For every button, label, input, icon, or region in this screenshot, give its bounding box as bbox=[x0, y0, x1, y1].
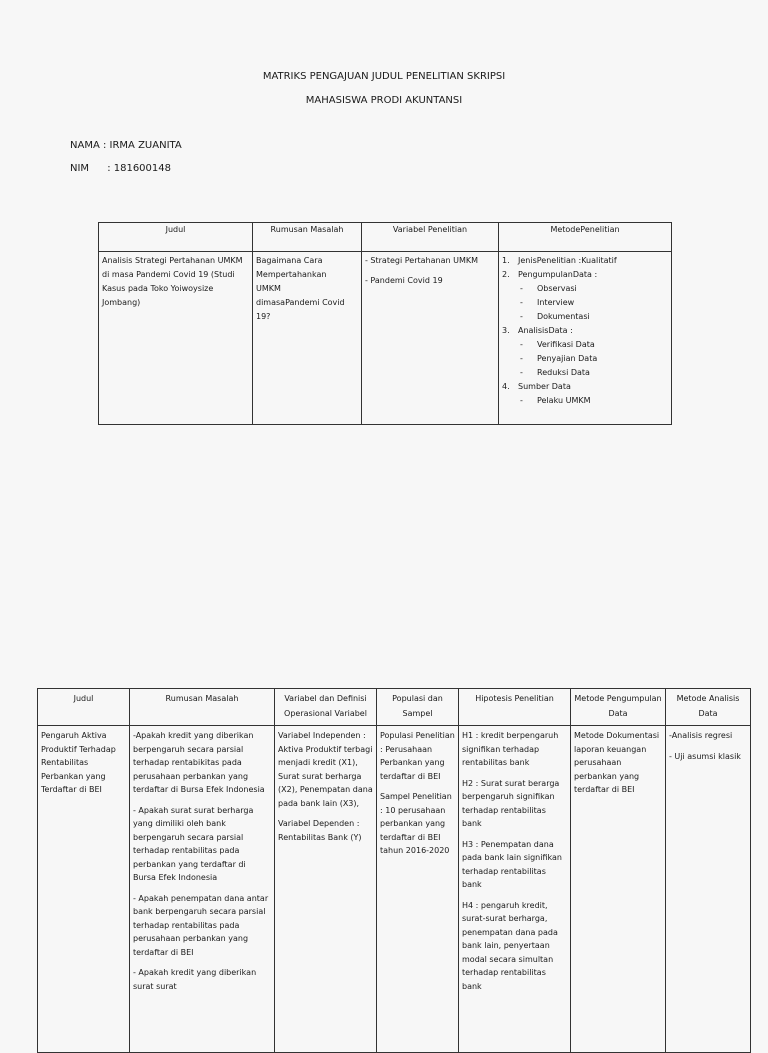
dash-bullet: - bbox=[520, 298, 523, 307]
col-header-variabel: Variabel Penelitian bbox=[362, 223, 499, 252]
metode-list bbox=[502, 254, 668, 408]
dash-bullet: - bbox=[520, 312, 523, 321]
col-header-judul: Judul bbox=[99, 223, 253, 252]
rumusan-line: Bagaimana Cara bbox=[256, 256, 323, 265]
metode-item-text: AnalisisData : bbox=[518, 326, 573, 335]
metode-subitem-text: Verifikasi Data bbox=[537, 340, 595, 349]
proposal-table-2 bbox=[37, 688, 751, 1053]
cell-hipotesis bbox=[459, 726, 571, 1053]
metode-subitem-text: Penyajian Data bbox=[537, 354, 598, 363]
rumusan-line: dimasaPandemi Covid 19? bbox=[256, 298, 345, 321]
student-name bbox=[70, 140, 182, 151]
analisis-item: - Uji asumsi klasik bbox=[669, 751, 741, 761]
metode-subitem bbox=[502, 310, 668, 324]
col-header-rumusan: Rumusan Masalah bbox=[253, 223, 362, 252]
col-header-hipotesis: Hipotesis Penelitian bbox=[459, 689, 571, 726]
metode-subitem bbox=[502, 352, 668, 366]
col-header-variabel: Variabel dan Definisi Operasional Variabel bbox=[275, 689, 377, 726]
cell-judul: Pengaruh Aktiva Produktif Terhadap Rentabilitas Perbankan yang Terdaftar di BEI bbox=[38, 726, 130, 1053]
analisis-item: -Analisis regresi bbox=[669, 731, 733, 740]
metode-item-number: 2. bbox=[502, 270, 510, 279]
metode-subitem-text: Dokumentasi bbox=[537, 312, 590, 321]
metode-item-number: 3. bbox=[502, 326, 510, 335]
table-row bbox=[99, 252, 672, 425]
rumusan-item: -Apakah kredit yang diberikan berpengaruh secara parsial terhadap rentabikitas pada perusahaan perbankan yang terdaftar di Bursa Efek Indonesia bbox=[133, 731, 265, 794]
col-header-metode: MetodePenelitian bbox=[499, 223, 672, 252]
cell-metode-pengumpulan: Metode Dokumentasi laporan keuangan perusahaan perbankan yang terdaftar di BEI bbox=[571, 726, 666, 1053]
metode-subitem-text: Pelaku UMKM bbox=[537, 396, 591, 405]
metode-subitem-text: Interview bbox=[537, 298, 575, 307]
dash-bullet: - bbox=[520, 368, 523, 377]
hipotesis-item: H2 : Surat surat berarga berpengaruh signifikan terhadap rentabilitas bank bbox=[462, 778, 560, 828]
rumusan-item: - Apakah surat surat berharga yang dimiliki oleh bank berpengaruh secara parsial terhadap rentabilitas pada perbankan yang terdaftar di Bursa Efek Indonesia bbox=[133, 805, 254, 882]
cell-variabel bbox=[275, 726, 377, 1053]
metode-subitem bbox=[502, 366, 668, 380]
metode-subitem bbox=[502, 296, 668, 310]
variabel-item: Variabel Independen : Aktiva Produktif terbagi menjadi kredit (X1), Surat surat berharga (X2), Penempatan dana pada bank lain (X3), bbox=[278, 731, 373, 808]
metode-subitem bbox=[502, 282, 668, 296]
cell-judul: Analisis Strategi Pertahanan UMKM di masa Pandemi Covid 19 (Studi Kasus pada Toko Yoiwoysize Jombang) bbox=[99, 252, 253, 425]
hipotesis-item: H1 : kredit berpengaruh signifikan terhadap rentabilitas bank bbox=[462, 731, 559, 767]
variabel-item: Variabel Dependen : Rentabilitas Bank (Y) bbox=[278, 819, 362, 842]
populasi-item: Sampel Penelitian : 10 perusahaan perbankan yang terdaftar di BEI tahun 2016-2020 bbox=[380, 792, 452, 855]
table-header-row bbox=[38, 689, 751, 726]
proposal-table-1 bbox=[98, 222, 672, 425]
metode-item-text: Sumber Data bbox=[518, 382, 571, 391]
student-nim bbox=[70, 163, 171, 174]
populasi-item: Populasi Penelitian : Perusahaan Perbankan yang terdaftar di BEI bbox=[380, 731, 455, 781]
document-subtitle: MAHASISWA PRODI AKUNTANSI bbox=[305, 95, 463, 106]
col-header-metode-pengumpulan: Metode Pengumpulan Data bbox=[571, 689, 666, 726]
metode-item-text: PengumpulanData : bbox=[518, 270, 598, 279]
metode-subitem-text: Observasi bbox=[537, 284, 577, 293]
variabel-item: - Pandemi Covid 19 bbox=[365, 276, 443, 285]
metode-subitem bbox=[502, 338, 668, 352]
metode-item bbox=[502, 324, 668, 338]
name-label: NAMA bbox=[70, 140, 100, 151]
metode-item-number: 1. bbox=[502, 256, 510, 265]
cell-metode bbox=[499, 252, 672, 425]
hipotesis-item: H3 : Penempatan dana pada bank lain signifikan terhadap rentabilitas bank bbox=[462, 839, 562, 889]
rumusan-item: - Apakah penempatan dana antar bank berpengaruh secara parsial terhadap rentabilitas pada perusahaan perbankan yang terdaftar di BEI bbox=[133, 893, 269, 957]
variabel-item: - Strategi Pertahanan UMKM bbox=[365, 256, 478, 265]
metode-item-number: 4. bbox=[502, 382, 510, 391]
name-value: : IRMA ZUANITA bbox=[102, 140, 182, 151]
rumusan-item: - Apakah kredit yang diberikan surat surat bbox=[133, 968, 257, 991]
metode-subitem bbox=[502, 394, 668, 408]
document-title: MATRIKS PENGAJUAN JUDUL PENELITIAN SKRIPSI bbox=[262, 71, 506, 82]
rumusan-line: Mempertahankan bbox=[256, 270, 327, 279]
metode-item bbox=[502, 254, 668, 268]
nim-label: NIM bbox=[70, 163, 90, 174]
col-header-judul: Judul bbox=[38, 689, 130, 726]
cell-rumusan bbox=[253, 252, 362, 425]
dash-bullet: - bbox=[520, 396, 523, 405]
table-header-row bbox=[99, 223, 672, 252]
cell-variabel bbox=[362, 252, 499, 425]
cell-populasi bbox=[377, 726, 459, 1053]
table-row bbox=[38, 726, 751, 1053]
metode-item bbox=[502, 268, 668, 282]
metode-item-text: JenisPenelitian :Kualitatif bbox=[518, 256, 617, 265]
cell-metode-analisis bbox=[666, 726, 751, 1053]
dash-bullet: - bbox=[520, 354, 523, 363]
nim-value: : 181600148 bbox=[107, 163, 171, 174]
metode-subitem-text: Reduksi Data bbox=[537, 368, 590, 377]
rumusan-line: UMKM bbox=[256, 284, 281, 293]
cell-rumusan bbox=[130, 726, 275, 1053]
col-header-populasi: Populasi dan Sampel bbox=[377, 689, 459, 726]
col-header-metode-analisis: Metode Analisis Data bbox=[666, 689, 751, 726]
dash-bullet: - bbox=[520, 284, 523, 293]
col-header-rumusan: Rumusan Masalah bbox=[130, 689, 275, 726]
hipotesis-item: H4 : pengaruh kredit, surat-surat berharga, penempatan dana pada bank lain, penyertaan modal secara simultan terhadap rentabilitas bank bbox=[462, 900, 558, 991]
metode-item bbox=[502, 380, 668, 394]
dash-bullet: - bbox=[520, 340, 523, 349]
